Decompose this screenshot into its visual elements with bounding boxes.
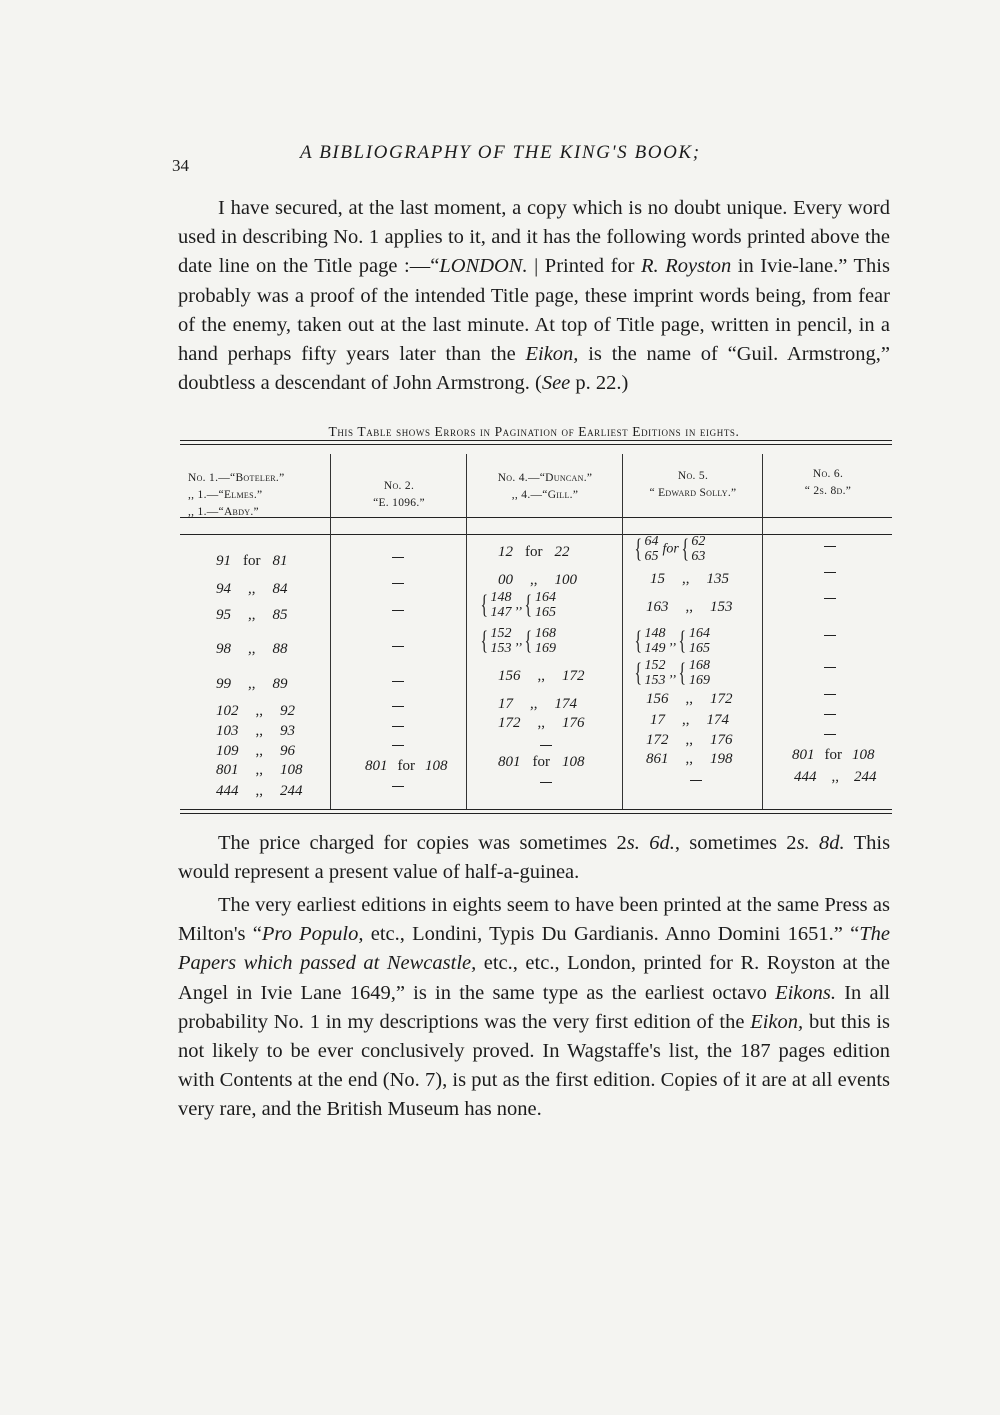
table-row-braced: { 148 147 ,,{ 164 165 bbox=[480, 590, 556, 620]
cell-keyword: ,, bbox=[669, 665, 677, 681]
cell-keyword: ,, bbox=[831, 769, 839, 785]
cell-keyword: ,, bbox=[685, 732, 693, 748]
cell-keyword: ,, bbox=[530, 572, 538, 588]
header-text: ,, 1.—“Elmes.” bbox=[188, 489, 263, 501]
cell-value: 169 bbox=[688, 673, 710, 688]
cell-keyword: for bbox=[397, 758, 415, 774]
cell-value: 135 bbox=[706, 571, 729, 587]
cell-value: 99 bbox=[216, 676, 231, 692]
paragraph-text: R. Royston bbox=[641, 255, 732, 278]
cell-value: 147 bbox=[490, 605, 512, 620]
table-row bbox=[498, 715, 585, 732]
table-row bbox=[216, 783, 303, 800]
table-row bbox=[650, 712, 729, 729]
paragraph-text: In all probability No. 1 in my descriptions was the very first edition of the bbox=[178, 981, 891, 1033]
header-col-5 bbox=[764, 466, 892, 500]
table-row bbox=[792, 747, 875, 764]
cell-value: 98 bbox=[216, 641, 231, 657]
cell-keyword: ,, bbox=[248, 641, 256, 657]
paragraph-text: s. bbox=[626, 832, 640, 854]
header-text: No. 2. bbox=[383, 480, 415, 492]
cell-value: 152 bbox=[490, 626, 512, 641]
cell-value: 444 bbox=[794, 769, 817, 785]
cell-value: 94 bbox=[216, 581, 231, 597]
cell-value: 17 bbox=[650, 712, 665, 728]
table-row bbox=[365, 758, 448, 775]
paragraph-text: in Ivie-lane.” This probably was a proof of the intended Title page, these imprint words being, from fear of the enemy, taken out at the last minute. At top of Title page, written in pencil, in a hand perhaps fifty years later than the bbox=[178, 255, 890, 366]
cell-value: 176 bbox=[710, 732, 733, 748]
dash-mark bbox=[540, 782, 552, 783]
cell-value: 174 bbox=[554, 696, 577, 712]
cell-keyword: ,, bbox=[515, 633, 523, 649]
paragraph-text: 8d. bbox=[819, 832, 845, 854]
header-text: ,, 4.—“Gill.” bbox=[511, 489, 579, 501]
table-row bbox=[216, 703, 295, 720]
dash-mark bbox=[392, 646, 404, 647]
cell-value: 63 bbox=[691, 549, 706, 564]
cell-value: 169 bbox=[534, 641, 556, 656]
cell-keyword: ,, bbox=[248, 607, 256, 623]
table-row bbox=[216, 553, 288, 570]
paragraph-text: etc., Londini, Typis Du Gardianis. Anno Domini 1651.” “ bbox=[363, 923, 860, 946]
table-row bbox=[646, 599, 733, 616]
cell-value: 801 bbox=[365, 758, 388, 774]
dash-mark bbox=[540, 745, 552, 746]
cell-keyword: ,, bbox=[248, 676, 256, 692]
cell-value: 156 bbox=[646, 691, 669, 707]
cell-value: 22 bbox=[554, 544, 570, 560]
cell-value: 88 bbox=[272, 641, 288, 657]
cell-value: 801 bbox=[792, 747, 815, 763]
dash-mark bbox=[392, 706, 404, 707]
paragraph-text: The price charged for copies was sometimes 2 bbox=[218, 832, 627, 854]
cell-value: 65 bbox=[644, 549, 659, 564]
table-row-braced: { 152 153 ,,{ 168 169 bbox=[480, 626, 556, 656]
cell-keyword: for bbox=[532, 754, 550, 770]
cell-value: 100 bbox=[554, 572, 577, 588]
cell-value: 149 bbox=[644, 641, 666, 656]
header-col-1 bbox=[188, 470, 328, 521]
table-row bbox=[216, 641, 288, 658]
dash-mark bbox=[824, 546, 836, 547]
table-row-braced: { 64 65 for{ 62 63 bbox=[634, 534, 706, 564]
table-caption: This Table shows Errors in Pagination of Earliest Editions in eights. bbox=[328, 424, 740, 439]
dash-mark bbox=[824, 598, 836, 599]
header-col-2 bbox=[332, 478, 466, 512]
cell-keyword: for bbox=[525, 544, 543, 560]
paragraph-text: etc., etc., London, printed for R. Royston at the Angel in Ivie Lane 1649,” is in the same type as the earliest octavo bbox=[178, 952, 891, 1004]
table-row-braced: { 152 153 ,,{ 168 169 bbox=[634, 658, 710, 688]
cell-value: 102 bbox=[216, 703, 239, 719]
cell-value: 172 bbox=[646, 732, 669, 748]
paragraph-text: Eikons. bbox=[775, 981, 837, 1004]
cell-value: 153 bbox=[490, 641, 512, 656]
cell-value: 153 bbox=[644, 673, 666, 688]
table-row bbox=[216, 581, 288, 598]
header-text: No. 1.—“Boteler.” bbox=[188, 472, 285, 484]
table-row bbox=[794, 769, 877, 786]
paragraph-text: but this is not likely to be ever conclusively proved. In Wagstaffe's list, the 187 pages edition with Contents at the end (No. 7), is put as the first edition. Copies of it are at all events very rare, and the British Museum has none. bbox=[178, 1010, 890, 1121]
table-row bbox=[216, 676, 288, 693]
paragraph-text: I have secured, at the last moment, a copy which is no doubt unique. Every word used in describing No. 1 applies to it, and it has the following words printed above the date line on the Title page :—“ bbox=[178, 197, 890, 278]
cell-value: 165 bbox=[534, 605, 556, 620]
header-text: No. 5. bbox=[677, 470, 709, 482]
cell-value: 244 bbox=[280, 783, 303, 799]
table-row bbox=[216, 723, 295, 740]
header-text: “ 2s. 8d.” bbox=[804, 485, 852, 497]
cell-value: 165 bbox=[688, 641, 710, 656]
paragraph-text bbox=[640, 832, 649, 854]
cell-keyword: ,, bbox=[515, 597, 523, 613]
paragraph-text bbox=[810, 832, 819, 854]
header-text: No. 4.—“Duncan.” bbox=[497, 472, 593, 484]
paragraph-text: Eikon, bbox=[525, 343, 579, 366]
cell-value: 801 bbox=[498, 754, 521, 770]
dash-mark bbox=[824, 667, 836, 668]
cell-value: 176 bbox=[562, 715, 585, 731]
cell-value: 156 bbox=[498, 668, 521, 684]
cell-keyword: for bbox=[824, 747, 842, 763]
table-row bbox=[216, 762, 303, 779]
cell-value: 152 bbox=[644, 658, 666, 673]
cell-value: 92 bbox=[280, 703, 295, 719]
cell-value: 108 bbox=[562, 754, 585, 770]
cell-keyword: ,, bbox=[255, 762, 263, 778]
cell-keyword: ,, bbox=[248, 581, 256, 597]
header-text: ,, 1.—“Abdy.” bbox=[188, 506, 259, 518]
cell-keyword: ,, bbox=[255, 703, 263, 719]
cell-value: 81 bbox=[272, 553, 288, 569]
dash-mark bbox=[824, 635, 836, 636]
header-text: “ Edward Solly.” bbox=[649, 487, 737, 499]
header-text: “E. 1096.” bbox=[373, 497, 425, 509]
cell-value: 15 bbox=[650, 571, 665, 587]
paragraph-text: The very earliest editions in eights seem to have been printed at the same Press as Milton's “ bbox=[178, 894, 890, 946]
table-row bbox=[498, 544, 570, 561]
table-row bbox=[216, 607, 288, 624]
page-header bbox=[172, 142, 892, 176]
cell-value: 801 bbox=[216, 762, 239, 778]
cell-value: 91 bbox=[216, 553, 231, 569]
dash-mark bbox=[824, 572, 836, 573]
cell-keyword: ,, bbox=[685, 691, 693, 707]
paragraph-text: LONDON. bbox=[439, 255, 528, 278]
cell-value: 103 bbox=[216, 723, 239, 739]
cell-value: 198 bbox=[710, 751, 733, 767]
cell-value: 168 bbox=[534, 626, 556, 641]
cell-value: 93 bbox=[280, 723, 295, 739]
cell-keyword: ,, bbox=[682, 571, 690, 587]
dash-mark bbox=[392, 786, 404, 787]
dash-mark bbox=[392, 726, 404, 727]
cell-value: 172 bbox=[710, 691, 733, 707]
header-col-4 bbox=[624, 468, 762, 502]
cell-value: 163 bbox=[646, 599, 669, 615]
dash-mark bbox=[392, 610, 404, 611]
cell-value: 244 bbox=[854, 769, 877, 785]
cell-value: 95 bbox=[216, 607, 231, 623]
paragraph-text: s. bbox=[796, 832, 810, 854]
dash-mark bbox=[690, 780, 702, 781]
paragraph-text: Eikon, bbox=[750, 1010, 804, 1033]
cell-keyword: ,, bbox=[669, 633, 677, 649]
paragraph-text: | Printed for bbox=[527, 255, 642, 278]
table-row bbox=[646, 691, 733, 708]
cell-value: 84 bbox=[272, 581, 288, 597]
paragraph-unique-copy bbox=[178, 194, 890, 398]
paragraph-text: The Papers which passed at Newcastle, bbox=[178, 923, 890, 975]
cell-value: 444 bbox=[216, 783, 239, 799]
cell-value: 85 bbox=[272, 607, 288, 623]
cell-value: 108 bbox=[280, 762, 303, 778]
table-row bbox=[650, 571, 729, 588]
dash-mark bbox=[824, 714, 836, 715]
cell-keyword: for bbox=[243, 553, 261, 569]
cell-keyword: ,, bbox=[530, 696, 538, 712]
paragraph-text: Pro Populo, bbox=[261, 923, 364, 946]
cell-value: 64 bbox=[644, 534, 659, 549]
cell-value: 153 bbox=[710, 599, 733, 615]
header-col-3 bbox=[468, 470, 622, 504]
pagination-errors-table bbox=[180, 440, 892, 820]
cell-keyword: ,, bbox=[537, 715, 545, 731]
cell-keyword: for bbox=[662, 541, 679, 557]
running-title: A BIBLIOGRAPHY OF THE KING'S BOOK; bbox=[300, 142, 701, 163]
dash-mark bbox=[824, 694, 836, 695]
table-row bbox=[646, 732, 733, 749]
dash-mark bbox=[392, 583, 404, 584]
cell-keyword: ,, bbox=[255, 743, 263, 759]
cell-value: 172 bbox=[498, 715, 521, 731]
cell-value: 148 bbox=[490, 590, 512, 605]
dash-mark bbox=[392, 745, 404, 746]
cell-keyword: ,, bbox=[255, 783, 263, 799]
cell-value: 168 bbox=[688, 658, 710, 673]
cell-value: 96 bbox=[280, 743, 295, 759]
paragraph-text: See bbox=[541, 372, 571, 395]
table-row bbox=[498, 668, 585, 685]
cell-keyword: ,, bbox=[537, 668, 545, 684]
paragraph-text: , sometimes 2 bbox=[674, 832, 797, 854]
paragraph-text: 6d. bbox=[649, 832, 675, 854]
table-row bbox=[646, 751, 733, 768]
cell-value: 89 bbox=[272, 676, 288, 692]
cell-keyword: ,, bbox=[685, 599, 693, 615]
paragraph-text: p. 22.) bbox=[570, 372, 629, 395]
cell-value: 164 bbox=[688, 626, 710, 641]
cell-value: 108 bbox=[425, 758, 448, 774]
header-text: No. 6. bbox=[812, 468, 844, 480]
cell-keyword: ,, bbox=[685, 751, 693, 767]
dash-mark bbox=[824, 734, 836, 735]
paragraph-earliest-editions bbox=[178, 891, 890, 1125]
cell-value: 62 bbox=[691, 534, 706, 549]
cell-value: 12 bbox=[498, 544, 513, 560]
cell-value: 17 bbox=[498, 696, 513, 712]
table-row bbox=[498, 754, 585, 771]
cell-value: 172 bbox=[562, 668, 585, 684]
paragraph-text: is the name of “Guil. Armstrong,” doubtless a descendant of John Armstrong. ( bbox=[178, 343, 890, 395]
dash-mark bbox=[392, 681, 404, 682]
paragraph-text: This would represent a present value of half-a-guinea. bbox=[178, 832, 891, 884]
dash-mark bbox=[392, 557, 404, 558]
cell-value: 00 bbox=[498, 572, 513, 588]
cell-value: 108 bbox=[852, 747, 875, 763]
table-row-braced: { 148 149 ,,{ 164 165 bbox=[634, 626, 710, 656]
table-row bbox=[498, 572, 577, 589]
cell-value: 174 bbox=[706, 712, 729, 728]
cell-value: 164 bbox=[534, 590, 556, 605]
table-row bbox=[216, 743, 295, 760]
page-number: 34 bbox=[172, 156, 189, 175]
cell-value: 148 bbox=[644, 626, 666, 641]
cell-value: 109 bbox=[216, 743, 239, 759]
cell-keyword: ,, bbox=[255, 723, 263, 739]
paragraph-price bbox=[178, 829, 890, 887]
cell-keyword: ,, bbox=[682, 712, 690, 728]
table-row bbox=[498, 696, 577, 713]
cell-value: 861 bbox=[646, 751, 669, 767]
